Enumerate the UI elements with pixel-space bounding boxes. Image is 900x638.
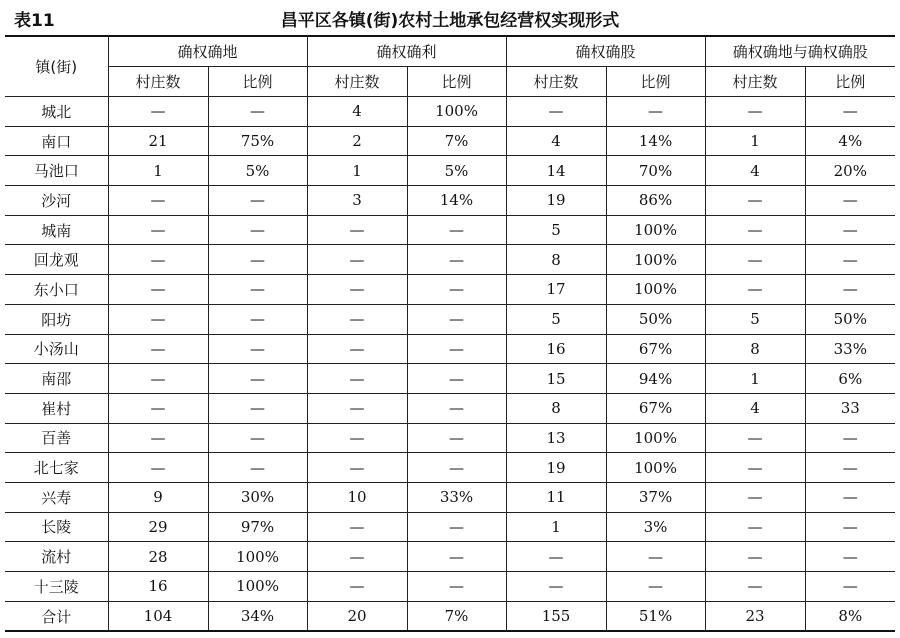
ratio-cell: — [407, 572, 506, 602]
village-count-cell: — [705, 482, 805, 512]
ratio-cell: 3% [606, 512, 705, 542]
ratio-cell: — [208, 215, 307, 245]
ratio-cell: 6% [805, 364, 895, 394]
ratio-cell: — [805, 482, 895, 512]
town-cell: 阳坊 [5, 304, 108, 334]
ratio-cell: 33 [805, 393, 895, 423]
village-count-cell: 8 [506, 393, 606, 423]
table-number: 表11 [14, 11, 55, 31]
ratio-cell: 100% [606, 215, 705, 245]
village-count-cell: — [705, 275, 805, 305]
ratio-cell: 67% [606, 393, 705, 423]
village-count-cell: — [108, 423, 208, 453]
ratio-cell: 67% [606, 334, 705, 364]
ratio-cell: 70% [606, 156, 705, 186]
town-cell: 流村 [5, 542, 108, 572]
ratio-cell: 100% [606, 453, 705, 483]
ratio-cell: 100% [208, 542, 307, 572]
village-count-cell: — [307, 453, 407, 483]
ratio-cell: — [407, 275, 506, 305]
ratio-cell: 100% [606, 245, 705, 275]
village-count-cell: — [108, 334, 208, 364]
ratio-cell: 5% [208, 156, 307, 186]
ratio-cell: 97% [208, 512, 307, 542]
ratio-cell: 4% [805, 126, 895, 156]
ratio-cell: 86% [606, 186, 705, 216]
ratio-cell: — [606, 572, 705, 602]
village-count-cell: — [307, 512, 407, 542]
ratio-cell: 7% [407, 126, 506, 156]
village-count-cell: 14 [506, 156, 606, 186]
subheader-village-count: 村庄数 [307, 67, 407, 97]
table-row [5, 304, 895, 334]
village-count-cell: — [108, 186, 208, 216]
ratio-cell: — [407, 334, 506, 364]
ratio-cell: — [407, 215, 506, 245]
header-group-benefit: 确权确利 [307, 36, 506, 67]
ratio-cell: — [407, 393, 506, 423]
table-row [5, 542, 895, 572]
village-count-cell: 16 [108, 572, 208, 602]
ratio-cell: — [407, 423, 506, 453]
village-count-cell: — [108, 304, 208, 334]
ratio-cell: 94% [606, 364, 705, 394]
ratio-cell: — [805, 215, 895, 245]
ratio-cell: 7% [407, 601, 506, 631]
village-count-cell: 9 [108, 482, 208, 512]
header-group-land-and-share: 确权确地与确权确股 [705, 36, 895, 67]
ratio-cell: 50% [805, 304, 895, 334]
village-count-cell: 23 [705, 601, 805, 631]
table-row [5, 482, 895, 512]
ratio-cell: 33% [805, 334, 895, 364]
ratio-cell: — [208, 393, 307, 423]
subheader-village-count: 村庄数 [506, 67, 606, 97]
ratio-cell: — [208, 334, 307, 364]
table-caption [0, 6, 900, 32]
village-count-cell: 1 [108, 156, 208, 186]
table-title: 昌平区各镇(街)农村土地承包经营权实现形式 [280, 11, 620, 31]
ratio-cell: — [805, 453, 895, 483]
village-count-cell: 13 [506, 423, 606, 453]
village-count-cell: 20 [307, 601, 407, 631]
village-count-cell: — [307, 572, 407, 602]
village-count-cell: — [307, 334, 407, 364]
ratio-cell: — [805, 542, 895, 572]
village-count-cell: 104 [108, 601, 208, 631]
village-count-cell: 3 [307, 186, 407, 216]
table-row [5, 453, 895, 483]
ratio-cell: — [805, 186, 895, 216]
village-count-cell: 5 [506, 304, 606, 334]
ratio-cell: — [208, 364, 307, 394]
village-count-cell: — [307, 364, 407, 394]
village-count-cell: — [705, 186, 805, 216]
village-count-cell: 29 [108, 512, 208, 542]
ratio-cell: 14% [407, 186, 506, 216]
ratio-cell: 100% [606, 275, 705, 305]
table-row [5, 245, 895, 275]
town-cell: 南口 [5, 126, 108, 156]
town-cell: 马池口 [5, 156, 108, 186]
ratio-cell: — [208, 97, 307, 127]
ratio-cell: — [208, 275, 307, 305]
land-contract-table [5, 35, 895, 632]
town-cell: 南邵 [5, 364, 108, 394]
village-count-cell: — [108, 364, 208, 394]
village-count-cell: 4 [506, 126, 606, 156]
subheader-ratio: 比例 [208, 67, 307, 97]
village-count-cell: 5 [705, 304, 805, 334]
ratio-cell: — [208, 453, 307, 483]
ratio-cell: 100% [407, 97, 506, 127]
ratio-cell: 50% [606, 304, 705, 334]
village-count-cell: 1 [506, 512, 606, 542]
ratio-cell: 30% [208, 482, 307, 512]
ratio-cell: — [407, 364, 506, 394]
village-count-cell: 1 [307, 156, 407, 186]
village-count-cell: — [506, 542, 606, 572]
ratio-cell: 33% [407, 482, 506, 512]
village-count-cell: — [108, 215, 208, 245]
village-count-cell: 10 [307, 482, 407, 512]
header-town: 镇(街) [5, 36, 108, 97]
town-cell: 回龙观 [5, 245, 108, 275]
table-row [5, 156, 895, 186]
village-count-cell: 28 [108, 542, 208, 572]
village-count-cell: 19 [506, 453, 606, 483]
village-count-cell: 8 [506, 245, 606, 275]
subheader-ratio: 比例 [606, 67, 705, 97]
village-count-cell: 1 [705, 364, 805, 394]
village-count-cell: 8 [705, 334, 805, 364]
ratio-cell: — [208, 186, 307, 216]
village-count-cell: — [307, 245, 407, 275]
village-count-cell: 17 [506, 275, 606, 305]
village-count-cell: — [307, 304, 407, 334]
village-count-cell: — [108, 393, 208, 423]
village-count-cell: 16 [506, 334, 606, 364]
ratio-cell: — [805, 512, 895, 542]
table-row [5, 97, 895, 127]
town-cell: 合计 [5, 601, 108, 631]
village-count-cell: — [108, 97, 208, 127]
village-count-cell: — [108, 245, 208, 275]
ratio-cell: 8% [805, 601, 895, 631]
town-cell: 城北 [5, 97, 108, 127]
village-count-cell: — [307, 542, 407, 572]
town-cell: 北七家 [5, 453, 108, 483]
town-cell: 崔村 [5, 393, 108, 423]
ratio-cell: — [208, 304, 307, 334]
town-cell: 沙河 [5, 186, 108, 216]
village-count-cell: 4 [307, 97, 407, 127]
village-count-cell: — [705, 542, 805, 572]
village-count-cell: — [705, 453, 805, 483]
village-count-cell: — [705, 512, 805, 542]
ratio-cell: — [208, 245, 307, 275]
village-count-cell: 155 [506, 601, 606, 631]
ratio-cell: — [208, 423, 307, 453]
village-count-cell: — [307, 423, 407, 453]
village-count-cell: — [506, 572, 606, 602]
town-cell: 百善 [5, 423, 108, 453]
town-cell: 小汤山 [5, 334, 108, 364]
subheader-village-count: 村庄数 [108, 67, 208, 97]
ratio-cell: 14% [606, 126, 705, 156]
village-count-cell: 5 [506, 215, 606, 245]
table-row [5, 364, 895, 394]
village-count-cell: — [506, 97, 606, 127]
ratio-cell: — [805, 572, 895, 602]
ratio-cell: — [407, 512, 506, 542]
subheader-ratio: 比例 [805, 67, 895, 97]
table-row [5, 215, 895, 245]
ratio-cell: — [407, 453, 506, 483]
village-count-cell: — [108, 453, 208, 483]
ratio-cell: 100% [208, 572, 307, 602]
ratio-cell: 75% [208, 126, 307, 156]
table-row [5, 512, 895, 542]
town-cell: 城南 [5, 215, 108, 245]
village-count-cell: 1 [705, 126, 805, 156]
village-count-cell: 21 [108, 126, 208, 156]
subheader-village-count: 村庄数 [705, 67, 805, 97]
table-row [5, 393, 895, 423]
village-count-cell: — [705, 245, 805, 275]
header-group-share: 确权确股 [506, 36, 705, 67]
village-count-cell: — [307, 215, 407, 245]
ratio-cell: 37% [606, 482, 705, 512]
table-body [5, 97, 895, 632]
village-count-cell: 19 [506, 186, 606, 216]
village-count-cell: 15 [506, 364, 606, 394]
village-count-cell: 2 [307, 126, 407, 156]
town-cell: 兴寿 [5, 482, 108, 512]
ratio-cell: 51% [606, 601, 705, 631]
town-cell: 长陵 [5, 512, 108, 542]
village-count-cell: — [307, 393, 407, 423]
ratio-cell: 20% [805, 156, 895, 186]
village-count-cell: 4 [705, 156, 805, 186]
village-count-cell: — [705, 215, 805, 245]
village-count-cell: — [108, 275, 208, 305]
ratio-cell: 34% [208, 601, 307, 631]
table-row [5, 423, 895, 453]
table-row [5, 126, 895, 156]
ratio-cell: 5% [407, 156, 506, 186]
town-cell: 十三陵 [5, 572, 108, 602]
village-count-cell: 4 [705, 393, 805, 423]
ratio-cell: — [606, 542, 705, 572]
village-count-cell: — [307, 275, 407, 305]
subheader-ratio: 比例 [407, 67, 506, 97]
village-count-cell: — [705, 572, 805, 602]
town-cell: 东小口 [5, 275, 108, 305]
table-row [5, 601, 895, 631]
ratio-cell: — [407, 542, 506, 572]
village-count-cell: — [705, 423, 805, 453]
table-row [5, 186, 895, 216]
ratio-cell: — [606, 97, 705, 127]
village-count-cell: — [705, 97, 805, 127]
ratio-cell: — [805, 423, 895, 453]
ratio-cell: — [407, 245, 506, 275]
ratio-cell: — [805, 97, 895, 127]
ratio-cell: 100% [606, 423, 705, 453]
header-group-land: 确权确地 [108, 36, 307, 67]
ratio-cell: — [805, 275, 895, 305]
ratio-cell: — [805, 245, 895, 275]
ratio-cell: — [407, 304, 506, 334]
table-row [5, 334, 895, 364]
table-row [5, 572, 895, 602]
village-count-cell: 11 [506, 482, 606, 512]
table-row [5, 275, 895, 305]
